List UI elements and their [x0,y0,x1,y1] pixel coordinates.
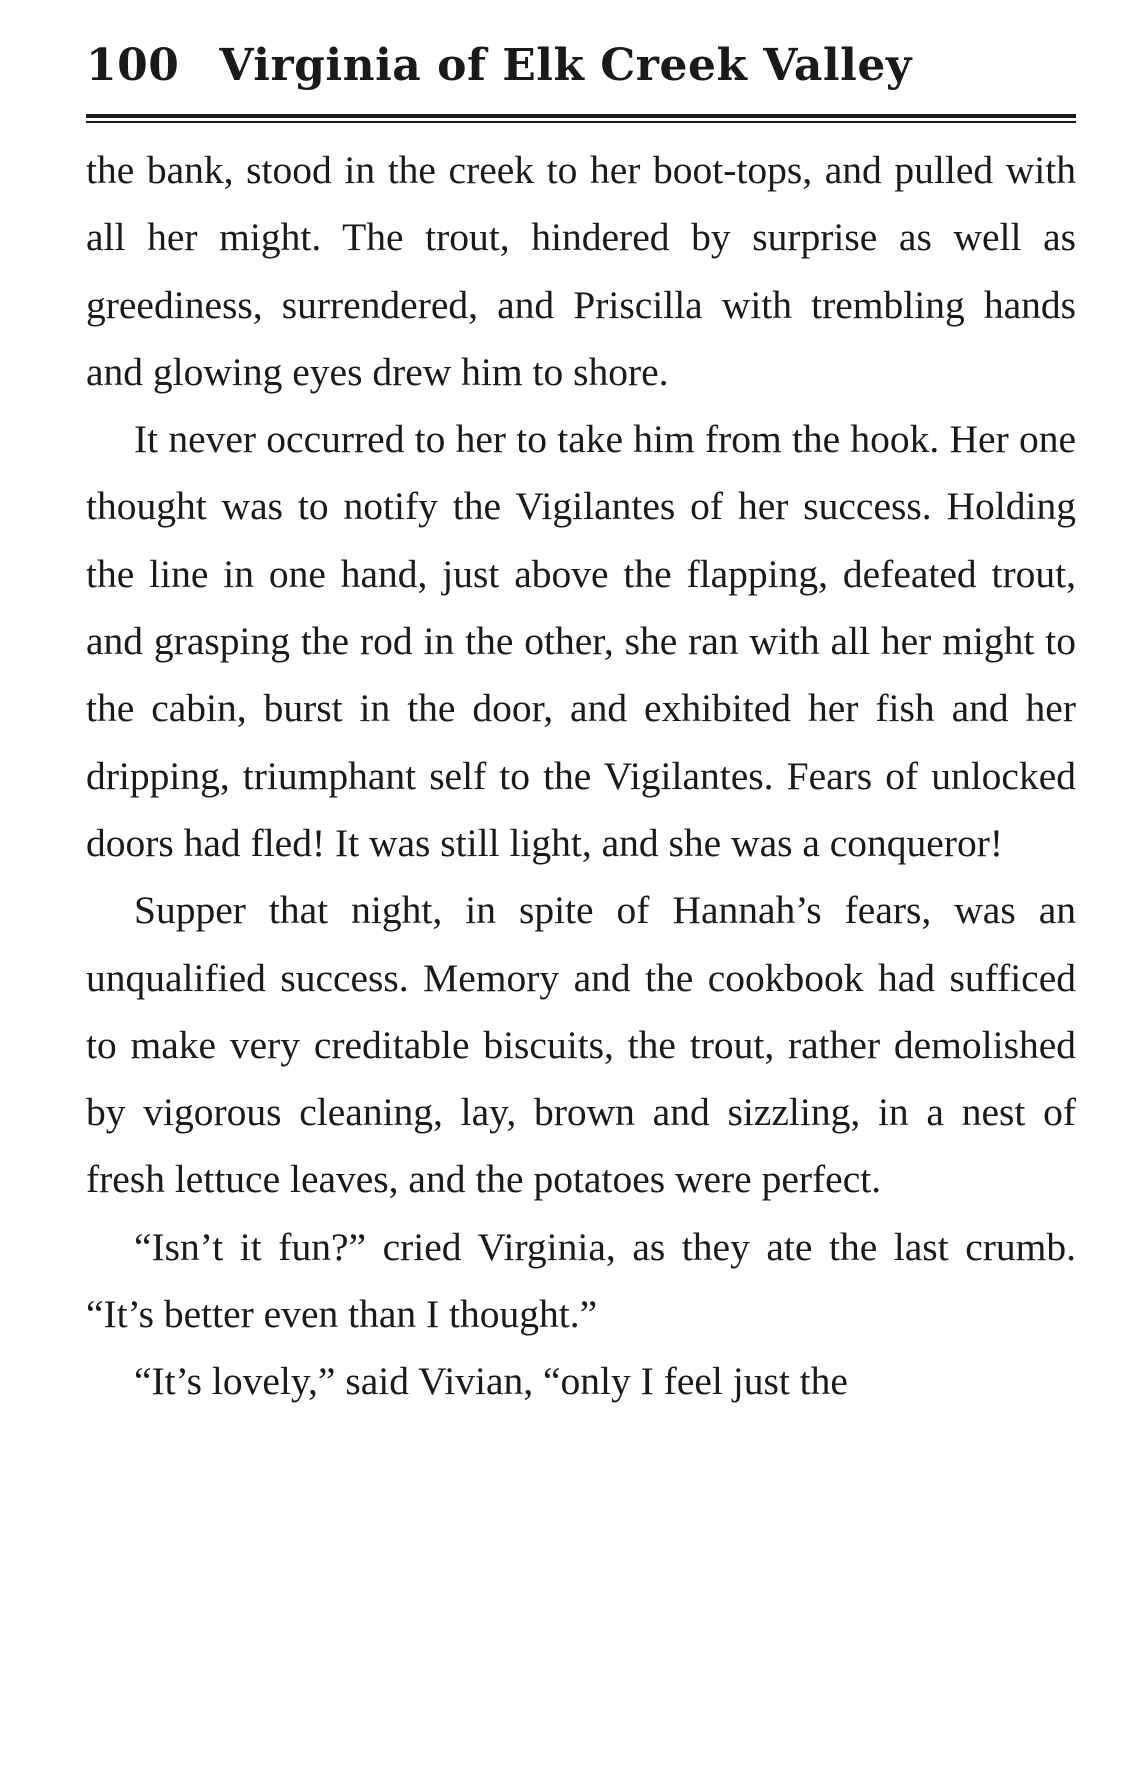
header-rule-thick [86,114,1076,118]
header-rule-thin [86,121,1076,123]
paragraph: Supper that night, in spite of Hannah’s fears, was an unqualified success. Memory and the cookbook had sufficed to make very creditable biscuits, the trout, rather demolished by vigorous cleaning, lay, brown and sizzling, in a nest of fresh lettuce leaves, and the potatoes were perfect. [86,888,1076,1202]
paragraph: “It’s lovely,” said Vivian, “only I feel just the [134,1359,848,1404]
body-text [86,137,1076,1416]
paragraph: It never occurred to her to take him from the hook. Her one thought was to notify the Vigilantes of her success. Holding the line in one hand, just above the flapping, defeated trout, and grasping the rod in the other, she ran with all her might to the cabin, burst in the door, and exhibited her fish and her dripping, triumphant self to the Vigilantes. Fears of unlocked doors had fled! It was still light, and she was a conqueror! [86,417,1076,865]
header-rule [86,114,1076,123]
running-head [86,40,1076,108]
book-page [86,40,1076,1416]
page-number: 100 [86,40,180,91]
paragraph-continued: the bank, stood in the creek to her boot-tops, and pulled with all her might. The trout, hindered by surprise as well as greediness, surrendered, and Priscilla with trembling hands and glowing eyes drew him to shore. [86,148,1076,394]
running-title: Virginia of Elk Creek Valley [219,40,912,91]
paragraph: “Isn’t it fun?” cried Virginia, as they ate the last crumb. “It’s better even than I thought.” [86,1224,1076,1337]
